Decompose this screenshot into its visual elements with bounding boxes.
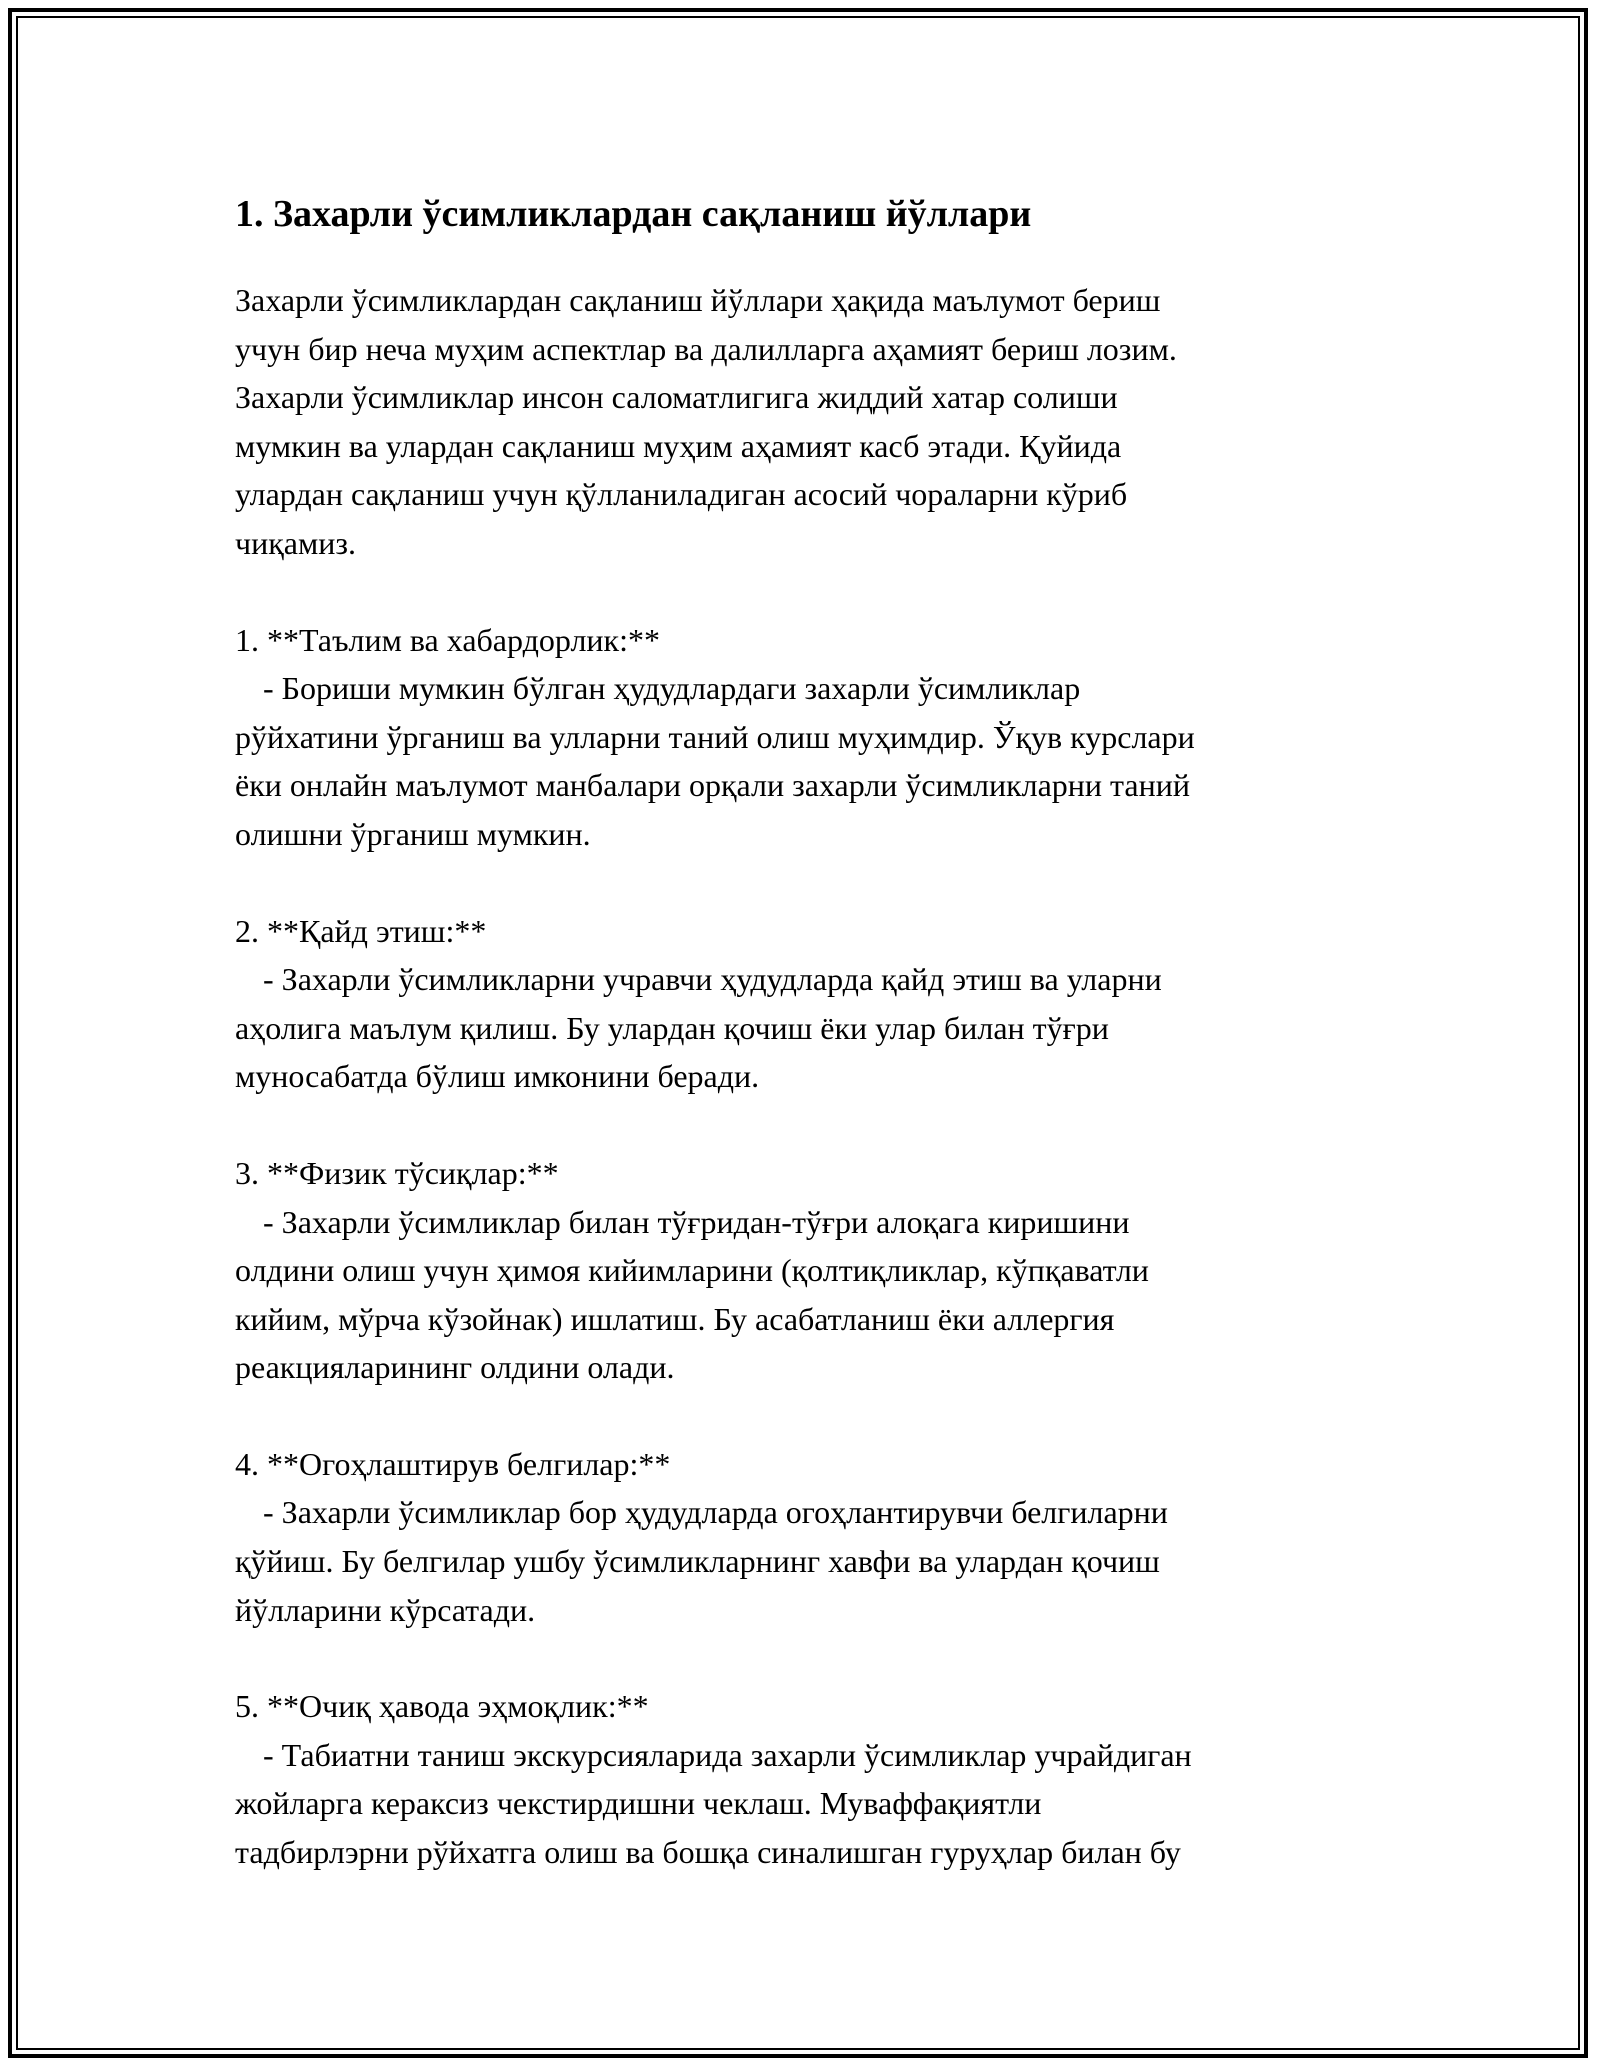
section-heading: 5. **Очиқ ҳавода эҳмоқлик:**: [235, 1688, 649, 1725]
intro-paragraph: Захарли ўсимликлардан сақланиш йўллари ҳақида маълумот бериш учун бир неча муҳим аспектлар ва далилларга аҳамият бериш лозим. Захарли ўсимликлар инсон саломатлигига жиддий хатар солиши мумкин ва улардан сақланиш муҳим аҳамият касб этади. Қуйида улардан сақланиш учун қўлланиладиган асосий чораларни кўриб чиқамиз.: [235, 282, 1177, 561]
section-heading: 3. **Физик тўсиқлар:**: [235, 1154, 559, 1191]
section-text: - Бориши мумкин бўлган ҳудудлардаги захарли ўсимликлар рўйхатини ўрганиш ва улларни таний олиш муҳимдир. Ўқув курслари ёки онлайн маълумот манбалари орқали захарли ўсимликларни таний олишни ўрганиш мумкин.: [235, 670, 1195, 852]
section-warning-signs: [235, 1440, 1375, 1634]
section-physical-barriers: [235, 1149, 1375, 1392]
section-recording: [235, 907, 1375, 1101]
section-text: - Захарли ўсимликларни учравчи ҳудудларда қайд этиш ва уларни aҳолига маълум қилиш. Бу улардан қочиш ёки улар билан тўғри муносабатда бўлиш имконини беради.: [235, 961, 1162, 1095]
section-heading: 4. **Огоҳлаштирув белгилар:**: [235, 1445, 671, 1482]
section-text: - Захарли ўсимликлар бор ҳудудларда огоҳлантирувчи белгиларни қўйиш. Бу белгилар ушбу ўсимликларнинг хавфи ва улардан қочиш йўлларини кўрсатади.: [235, 1494, 1168, 1628]
section-text: - Табиатни таниш экскурсияларида захарли ўсимликлар учрайдиган жойларга кераксиз чекстирдишни чеклаш. Муваффақиятли тадбирлэрни рўйхатга олиш ва бошқа синалишган гуруҳлар билан бу: [235, 1736, 1192, 1871]
document-title: 1. Захарли ўсимликлардан сақланиш йўллари: [235, 193, 1032, 235]
section-text: - Захарли ўсимликлар билан тўғридан-тўғри алоқага киришини олдини олиш учун ҳимоя кийимларини (қолтиқликлар, кўпқаватли кийим, мўрча кўзойнак) ишлатиш. Бу асабатланиш ёки аллергия реакцияларининг олдини олади.: [235, 1203, 1149, 1386]
document-body: [235, 186, 1375, 1877]
section-education: [235, 616, 1375, 859]
section-heading: 1. **Таълим ва хабардорлик:**: [235, 621, 660, 658]
section-outdoor-caution: [235, 1682, 1375, 1876]
section-heading: 2. **Қайд этиш:**: [235, 912, 487, 949]
